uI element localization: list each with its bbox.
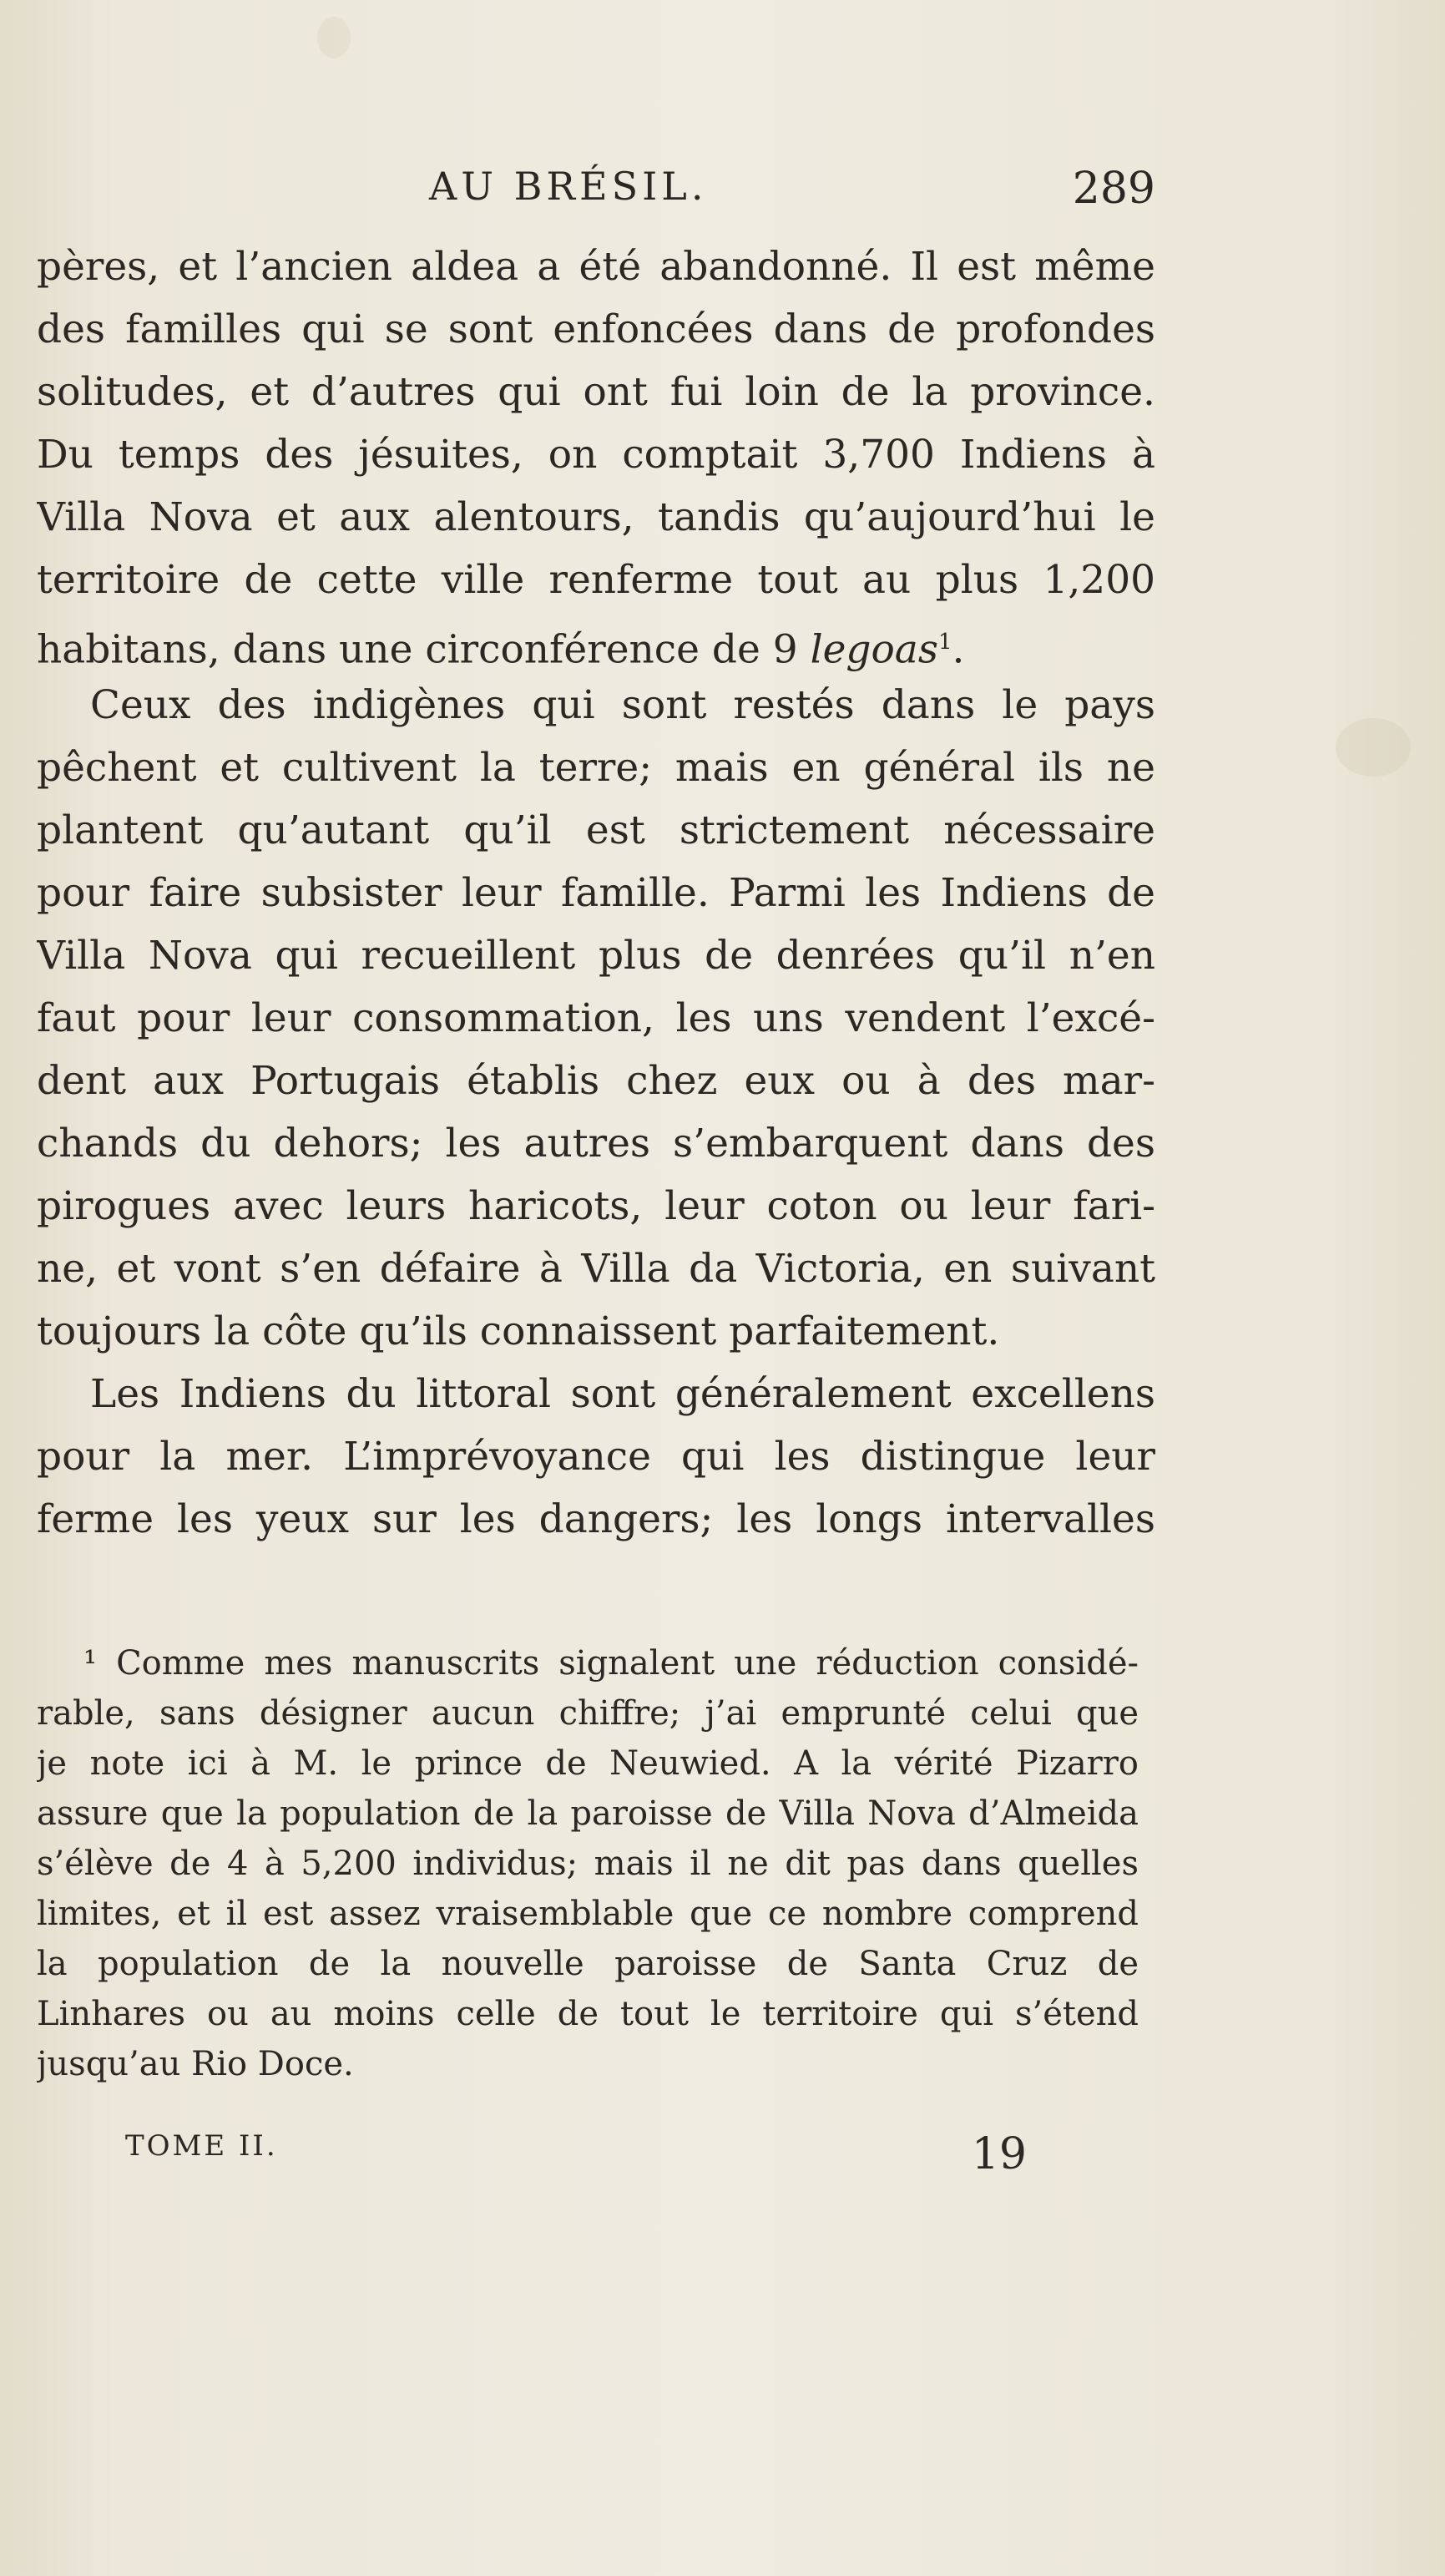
running-head [37,164,1155,222]
text-line: pêchent et cultivent la terre; mais en général ils ne [37,745,1155,791]
text-line: pour la mer. L’imprévoyance qui les distingue leur [37,1434,1155,1480]
text-line: toujours la côte qu’ils connaissent parfaitement. [37,1308,1000,1354]
footnote-line: rable, sans désigner aucun chiffre; j’ai emprunté celui que [37,1694,1139,1733]
footnote-line: s’élève de 4 à 5,200 individus; mais il ne dit pas dans quelles [37,1845,1139,1883]
text-line: Ceux des indigènes qui sont restés dans le pays [90,682,1155,728]
footnote-line: ¹ Comme mes manuscrits signalent une réduction considé- [83,1644,1139,1683]
text-line: Villa Nova qui recueillent plus de denrées qu’il n’en [37,933,1155,979]
text-segment: habitans, dans une circonférence de 9 [37,626,798,673]
text-line: des familles qui se sont enfoncées dans de profondes [37,306,1155,352]
footnote-line: limites, et il est assez vraisemblable que ce nombre comprend [37,1895,1139,1933]
text-line: chands du dehors; les autres s’embarquent dans des [37,1121,1155,1167]
paper-stain [317,17,351,58]
paper-stain [1336,718,1411,777]
text-line: ferme les yeux sur les dangers; les longs intervalles [37,1496,1155,1542]
volume-label: TOME II. [125,2129,278,2163]
text-line: faut pour leur consommation, les uns vendent l’excé- [37,995,1155,1041]
text-line [37,611,1155,674]
footnote-line: Linhares ou au moins celle de tout le territoire qui s’étend [37,1995,1139,2033]
text-line: pour faire subsister leur famille. Parmi les Indiens de [37,870,1155,916]
text-line: pirogues avec leurs haricots, leur coton ou leur fari- [37,1183,1155,1229]
footnote-line: assure que la population de la paroisse de Villa Nova d’Almeida [37,1794,1139,1833]
footnote-line: jusqu’au Rio Doce. [37,2045,354,2083]
footnote-marker: 1 [937,630,952,655]
text-line: Les Indiens du littoral sont généralement excellens [90,1371,1155,1417]
text-line: dent aux Portugais établis chez eux ou à des mar- [37,1058,1155,1104]
text-line: solitudes, et d’autres qui ont fui loin de la province. [37,369,1155,415]
page-number: 289 [1072,164,1155,214]
text-segment: . [952,626,965,673]
running-title: AU BRÉSIL. [429,164,708,209]
text-line: territoire de cette ville renferme tout au plus 1,200 [37,557,1155,603]
footnote [37,1638,1139,2089]
signature-line [125,2129,1027,2188]
footnote-line: la population de la nouvelle paroisse de Santa Cruz de [37,1945,1139,1983]
sheet-number: 19 [971,2129,1027,2179]
text-line: ne, et vont s’en défaire à Villa da Victoria, en suivant [37,1246,1155,1292]
text-line: pères, et l’ancien aldea a été abandonné. Il est même [37,244,1155,290]
text-line: Villa Nova et aux alentours, tandis qu’aujourd’hui le [37,494,1155,540]
text-line: Du temps des jésuites, on comptait 3,700 Indiens à [37,432,1155,478]
text-line: plantent qu’autant qu’il est strictement nécessaire [37,807,1155,853]
italic-word: legoas [810,626,938,673]
footnote-line: je note ici à M. le prince de Neuwied. A la vérité Pizarro [37,1744,1139,1783]
body-text [37,235,1155,1551]
